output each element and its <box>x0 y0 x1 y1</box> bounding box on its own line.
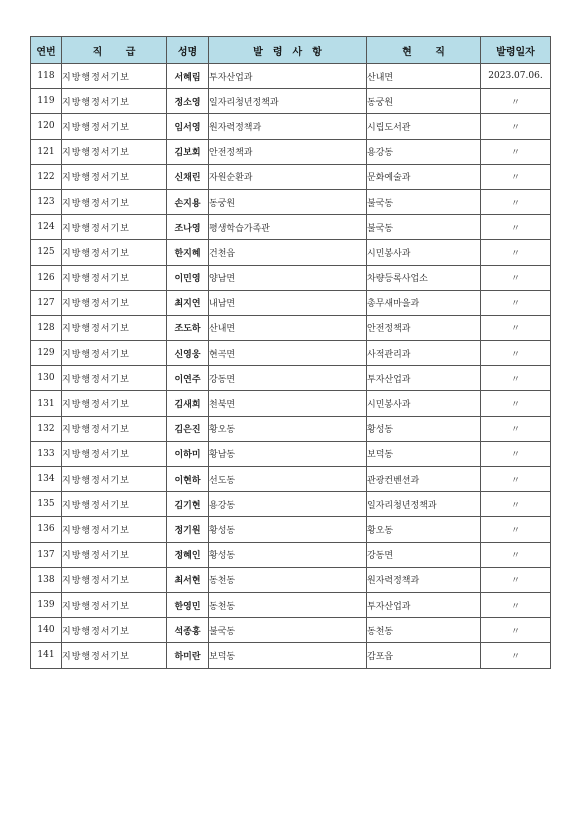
table-row <box>31 139 551 164</box>
table-row <box>31 618 551 643</box>
row-number: 119 <box>31 89 62 114</box>
row-current: 동궁원 <box>367 89 481 114</box>
header-name: 성명 <box>167 37 209 64</box>
row-current: 투자산업과 <box>367 366 481 391</box>
row-name: 조나영 <box>167 215 209 240</box>
row-date: 〃 <box>481 567 551 592</box>
row-date: 〃 <box>481 391 551 416</box>
header-date: 발령일자 <box>481 37 551 64</box>
header-current: 현 직 <box>367 37 481 64</box>
table-row <box>31 492 551 517</box>
table-row <box>31 366 551 391</box>
row-rank: 지방행정서기보 <box>62 592 167 617</box>
row-date: 〃 <box>481 517 551 542</box>
table-row <box>31 567 551 592</box>
row-name: 정혜인 <box>167 542 209 567</box>
row-name: 김기현 <box>167 492 209 517</box>
row-current: 차량등록사업소 <box>367 265 481 290</box>
row-name: 이연주 <box>167 366 209 391</box>
row-assignment: 불국동 <box>209 618 367 643</box>
row-rank: 지방행정서기보 <box>62 416 167 441</box>
row-date: 〃 <box>481 315 551 340</box>
row-assignment: 일자리청년정책과 <box>209 89 367 114</box>
row-number: 136 <box>31 517 62 542</box>
row-assignment: 보덕동 <box>209 643 367 668</box>
row-current: 산내면 <box>367 64 481 89</box>
row-number: 118 <box>31 64 62 89</box>
row-rank: 지방행정서기보 <box>62 441 167 466</box>
row-date: 〃 <box>481 366 551 391</box>
row-rank: 지방행정서기보 <box>62 315 167 340</box>
row-name: 임서영 <box>167 114 209 139</box>
row-date: 〃 <box>481 592 551 617</box>
table-row <box>31 189 551 214</box>
row-assignment: 용강동 <box>209 492 367 517</box>
row-assignment: 평생학습가족관 <box>209 215 367 240</box>
row-number: 133 <box>31 441 62 466</box>
row-assignment: 자원순환과 <box>209 164 367 189</box>
row-current: 감포읍 <box>367 643 481 668</box>
table-row <box>31 315 551 340</box>
row-name: 김은진 <box>167 416 209 441</box>
table-row <box>31 265 551 290</box>
row-name: 손지용 <box>167 189 209 214</box>
row-date: 〃 <box>481 416 551 441</box>
row-rank: 지방행정서기보 <box>62 240 167 265</box>
row-current: 사적관리과 <box>367 341 481 366</box>
table-row <box>31 89 551 114</box>
row-assignment: 투자산업과 <box>209 64 367 89</box>
row-assignment: 천북면 <box>209 391 367 416</box>
row-rank: 지방행정서기보 <box>62 114 167 139</box>
row-rank: 지방행정서기보 <box>62 567 167 592</box>
row-rank: 지방행정서기보 <box>62 517 167 542</box>
table-row <box>31 416 551 441</box>
row-current: 시민봉사과 <box>367 391 481 416</box>
table-row <box>31 467 551 492</box>
row-assignment: 황성동 <box>209 517 367 542</box>
row-rank: 지방행정서기보 <box>62 265 167 290</box>
row-current: 용강동 <box>367 139 481 164</box>
row-current: 관광컨벤션과 <box>367 467 481 492</box>
row-number: 125 <box>31 240 62 265</box>
row-number: 141 <box>31 643 62 668</box>
row-name: 이민영 <box>167 265 209 290</box>
row-current: 황성동 <box>367 416 481 441</box>
row-current: 시립도서관 <box>367 114 481 139</box>
row-date: 〃 <box>481 467 551 492</box>
row-assignment: 건천읍 <box>209 240 367 265</box>
table-header <box>31 37 551 64</box>
row-rank: 지방행정서기보 <box>62 643 167 668</box>
row-name: 한영민 <box>167 592 209 617</box>
row-assignment: 황남동 <box>209 441 367 466</box>
table-row <box>31 240 551 265</box>
row-name: 석종홍 <box>167 618 209 643</box>
row-number: 130 <box>31 366 62 391</box>
row-name: 정기원 <box>167 517 209 542</box>
row-name: 최서현 <box>167 567 209 592</box>
row-date: 〃 <box>481 215 551 240</box>
row-date: 〃 <box>481 542 551 567</box>
table-body <box>31 64 551 669</box>
row-date: 〃 <box>481 189 551 214</box>
table-row <box>31 64 551 89</box>
row-current: 동천동 <box>367 618 481 643</box>
row-rank: 지방행정서기보 <box>62 215 167 240</box>
row-current: 안전정책과 <box>367 315 481 340</box>
row-assignment: 황오동 <box>209 416 367 441</box>
row-name: 하미란 <box>167 643 209 668</box>
row-current: 일자리청년정책과 <box>367 492 481 517</box>
row-assignment: 양남면 <box>209 265 367 290</box>
row-name: 정소영 <box>167 89 209 114</box>
row-rank: 지방행정서기보 <box>62 492 167 517</box>
row-rank: 지방행정서기보 <box>62 366 167 391</box>
row-date: 〃 <box>481 643 551 668</box>
row-assignment: 동천동 <box>209 567 367 592</box>
row-number: 120 <box>31 114 62 139</box>
table-row <box>31 215 551 240</box>
row-rank: 지방행정서기보 <box>62 89 167 114</box>
row-current: 문화예술과 <box>367 164 481 189</box>
row-rank: 지방행정서기보 <box>62 467 167 492</box>
table-row <box>31 290 551 315</box>
row-rank: 지방행정서기보 <box>62 139 167 164</box>
row-date: 〃 <box>481 618 551 643</box>
row-name: 이현하 <box>167 467 209 492</box>
row-current: 불국동 <box>367 215 481 240</box>
row-name: 김새희 <box>167 391 209 416</box>
row-name: 한지혜 <box>167 240 209 265</box>
table-row <box>31 592 551 617</box>
row-date: 〃 <box>481 341 551 366</box>
row-rank: 지방행정서기보 <box>62 164 167 189</box>
row-number: 132 <box>31 416 62 441</box>
row-date: 〃 <box>481 290 551 315</box>
table-row <box>31 643 551 668</box>
table-row <box>31 391 551 416</box>
row-date: 〃 <box>481 139 551 164</box>
row-assignment: 선도동 <box>209 467 367 492</box>
header-row <box>31 37 551 64</box>
row-date: 〃 <box>481 265 551 290</box>
row-current: 보덕동 <box>367 441 481 466</box>
row-date: 〃 <box>481 164 551 189</box>
row-date: 〃 <box>481 89 551 114</box>
row-name: 이하미 <box>167 441 209 466</box>
row-name: 서혜림 <box>167 64 209 89</box>
row-rank: 지방행정서기보 <box>62 542 167 567</box>
row-assignment: 현곡면 <box>209 341 367 366</box>
row-number: 128 <box>31 315 62 340</box>
row-assignment: 동궁원 <box>209 189 367 214</box>
header-assignment: 발령사항 <box>209 37 367 64</box>
row-name: 조도하 <box>167 315 209 340</box>
row-current: 황오동 <box>367 517 481 542</box>
row-rank: 지방행정서기보 <box>62 391 167 416</box>
row-number: 138 <box>31 567 62 592</box>
table-row <box>31 441 551 466</box>
row-assignment: 내남면 <box>209 290 367 315</box>
row-current: 총무새마을과 <box>367 290 481 315</box>
row-assignment: 원자력정책과 <box>209 114 367 139</box>
row-assignment: 강동면 <box>209 366 367 391</box>
table-row <box>31 517 551 542</box>
row-rank: 지방행정서기보 <box>62 618 167 643</box>
row-current: 투자산업과 <box>367 592 481 617</box>
personnel-table <box>30 36 551 669</box>
table-row <box>31 542 551 567</box>
row-number: 129 <box>31 341 62 366</box>
row-number: 131 <box>31 391 62 416</box>
row-date: 2023.07.06. <box>481 64 551 89</box>
row-number: 137 <box>31 542 62 567</box>
row-number: 139 <box>31 592 62 617</box>
row-current: 원자력정책과 <box>367 567 481 592</box>
header-rank: 직 급 <box>62 37 167 64</box>
row-rank: 지방행정서기보 <box>62 341 167 366</box>
row-rank: 지방행정서기보 <box>62 64 167 89</box>
row-name: 신채린 <box>167 164 209 189</box>
row-name: 김보회 <box>167 139 209 164</box>
header-no: 연번 <box>31 37 62 64</box>
table-row <box>31 341 551 366</box>
row-date: 〃 <box>481 240 551 265</box>
row-date: 〃 <box>481 114 551 139</box>
row-assignment: 동천동 <box>209 592 367 617</box>
row-current: 강동면 <box>367 542 481 567</box>
row-number: 126 <box>31 265 62 290</box>
row-name: 최지연 <box>167 290 209 315</box>
table-row <box>31 114 551 139</box>
row-assignment: 안전정책과 <box>209 139 367 164</box>
row-number: 123 <box>31 189 62 214</box>
row-name: 신영웅 <box>167 341 209 366</box>
row-assignment: 황성동 <box>209 542 367 567</box>
row-assignment: 산내면 <box>209 315 367 340</box>
row-number: 122 <box>31 164 62 189</box>
row-rank: 지방행정서기보 <box>62 290 167 315</box>
row-number: 124 <box>31 215 62 240</box>
row-date: 〃 <box>481 441 551 466</box>
table-row <box>31 164 551 189</box>
row-number: 140 <box>31 618 62 643</box>
row-number: 121 <box>31 139 62 164</box>
row-rank: 지방행정서기보 <box>62 189 167 214</box>
row-current: 불국동 <box>367 189 481 214</box>
row-current: 시민봉사과 <box>367 240 481 265</box>
row-number: 134 <box>31 467 62 492</box>
row-date: 〃 <box>481 492 551 517</box>
row-number: 135 <box>31 492 62 517</box>
row-number: 127 <box>31 290 62 315</box>
